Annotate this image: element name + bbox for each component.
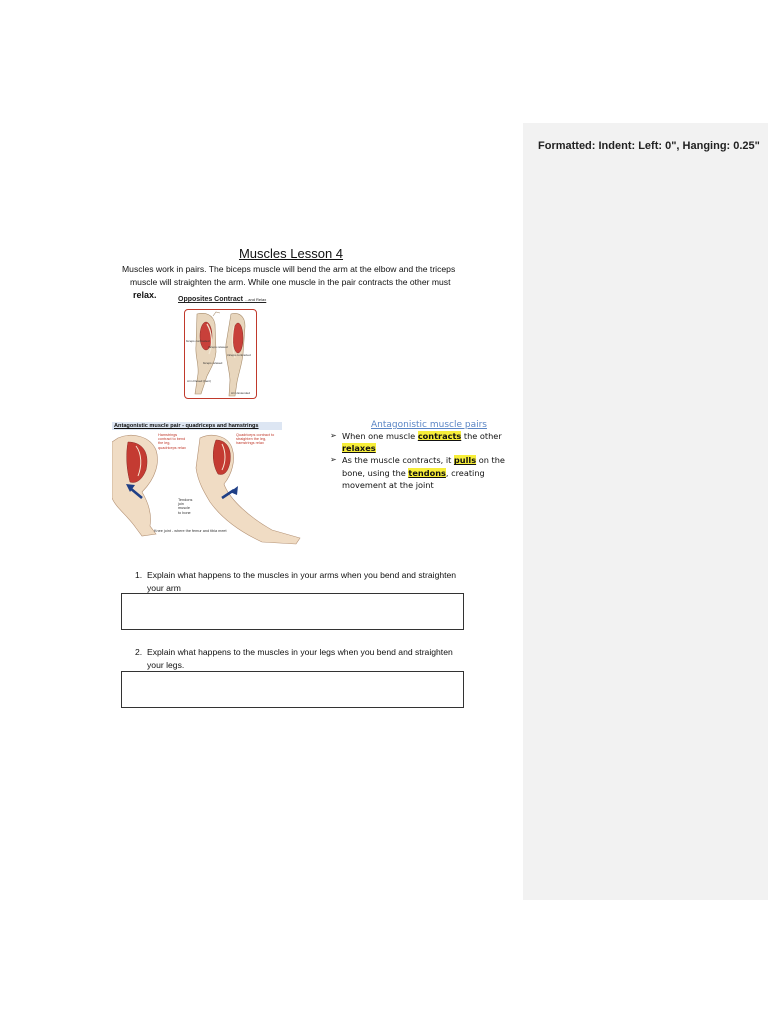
notes-item-2: ➢ As the muscle contracts, it pulls on the bone, using the tendons, creating movement at the joint <box>330 455 505 490</box>
leg-figure-title: Antagonistic muscle pair - quadriceps and hamstrings <box>112 422 282 430</box>
antagonistic-pairs-notes <box>329 420 509 491</box>
notes-title: Antagonistic muscle pairs <box>371 420 487 430</box>
question-text: Explain what happens to the muscles in your legs when you bend and straighten your legs. <box>147 647 453 670</box>
arm-label-biceps-relaxed: biceps relaxed <box>203 361 223 365</box>
leg-label-tendons: Tendons join muscle to bone <box>178 498 193 515</box>
intro-relax-word: relax. <box>133 290 157 300</box>
bullet-arrow-icon: ➢ <box>330 431 337 440</box>
question-number: 1. <box>135 570 143 580</box>
question-1 <box>135 569 465 594</box>
arm-label-triceps: triceps contracted <box>227 353 251 357</box>
bent-leg-icon <box>112 435 157 536</box>
highlight-contracts: contracts <box>417 431 462 441</box>
arm-figure-caption <box>178 296 266 303</box>
question-text: Explain what happens to the muscles in your arms when you bend and straighten your arm <box>147 570 457 593</box>
highlight-tendons: tendons <box>408 467 446 478</box>
answer-box-1[interactable] <box>121 593 464 630</box>
answer-box-2[interactable] <box>121 671 464 708</box>
question-2 <box>135 646 465 671</box>
straight-leg-icon <box>196 435 300 544</box>
leg-drawing <box>112 422 308 546</box>
leg-label-quadriceps: Quadriceps contract to straighten the leg, hamstrings relax <box>236 433 275 446</box>
arm-label-biceps: biceps contracted <box>186 339 210 343</box>
arm-muscle-illustration <box>184 309 257 399</box>
leg-label-knee: Knee joint - where the femur and tibia meet <box>154 529 227 533</box>
page-title: Muscles Lesson 4 <box>238 246 344 261</box>
highlight-pulls: pulls <box>453 455 477 466</box>
leg-label-hamstrings: Hamstrings contract to bend the leg, quadriceps relax <box>158 433 186 450</box>
intro-paragraph <box>122 263 467 289</box>
arm-label-extended: Arm Extended <box>231 391 251 395</box>
question-number: 2. <box>135 647 143 657</box>
notes-item-1: ➢ When one muscle contracts the other relaxes <box>330 431 502 454</box>
comment-margin-pane <box>523 123 768 900</box>
highlight-relaxes: relaxes <box>342 443 376 454</box>
leg-muscle-illustration <box>112 422 308 546</box>
arm-caption-main: Opposites Contract <box>178 296 243 303</box>
arm-caption-small: ...and Relax <box>244 297 267 302</box>
intro-line-2: muscle will straighten the arm. While one muscle in the pair contracts the other must <box>130 277 451 287</box>
intro-line-1: Muscles work in pairs. The biceps muscle will bend the arm at the elbow and the triceps <box>122 264 456 274</box>
comment-label[interactable]: Formatted: Indent: Left: 0", Hanging: 0.25" <box>538 140 760 152</box>
bullet-arrow-icon: ➢ <box>330 455 337 465</box>
arm-label-flexed: Arm Flexed (bent) <box>187 379 212 383</box>
arm-label-triceps-relaxed: triceps relaxed <box>208 345 228 349</box>
